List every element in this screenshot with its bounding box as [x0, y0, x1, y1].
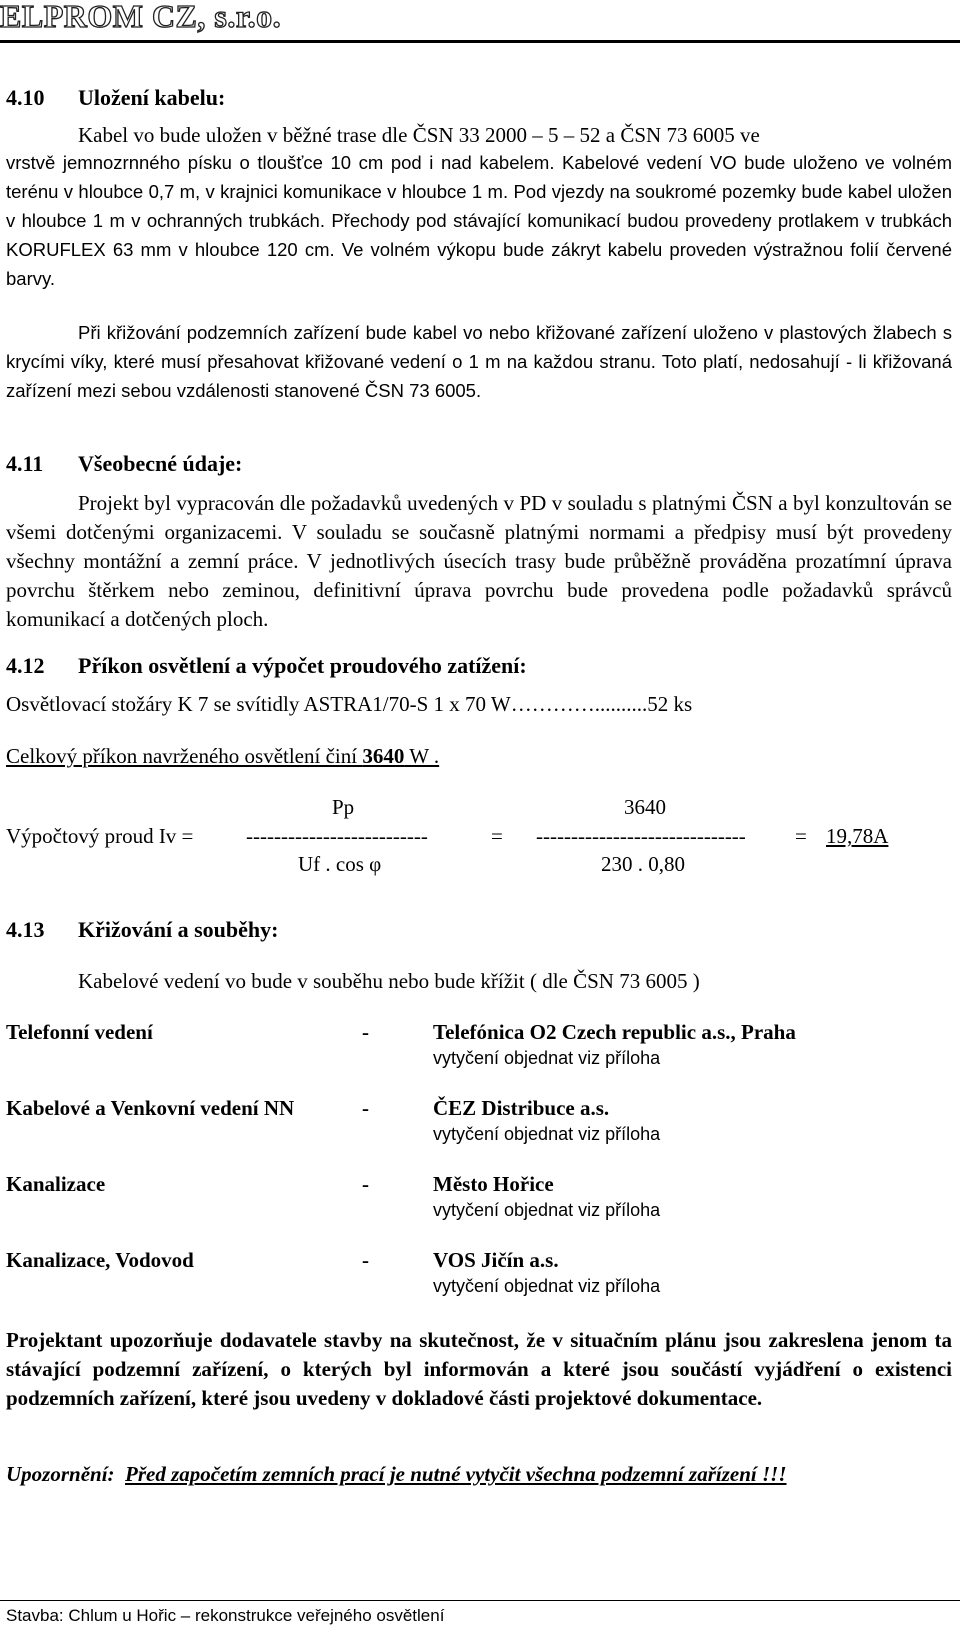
total-power-unit: W . [404, 744, 440, 768]
crossing-organization: Město Hořice [433, 1172, 554, 1196]
paragraph-general: Projekt byl vypracován dle požadavků uvedených v PD v souladu s platnými ČSN a byl konzultován se všemi dotčenými organizacemi. V souladu se současně platnými normami a předpisy musí být provedeny všechny montážní a zemní práce. V jednotlivých úsecích trasy bude průběžně prováděna prozatímní úprava povrchu štěrkem nebo zeminou, definitivní úprava povrchu bude provedena podle požadavků správců komunikací a dotčených ploch. [6, 491, 952, 631]
crossing-label: Telefonní vedení [6, 1020, 153, 1044]
section-heading-4-12 [6, 653, 527, 679]
crossing-organization: Telefónica O2 Czech republic a.s., Praha [433, 1020, 796, 1044]
crossing-intro: Kabelové vedení vo bude v souběhu nebo bude křížit ( dle ČSN 73 6005 ) [78, 969, 700, 993]
header-divider [0, 40, 960, 43]
lighting-item: Osvětlovací stožáry K 7 se svítidly ASTRA1/70-S 1 x 70 W…………..........52 ks [6, 692, 693, 716]
section-number: 4.11 [6, 451, 44, 476]
crossing-dash: - [362, 1020, 369, 1044]
section-number: 4.13 [6, 917, 45, 942]
calc-denominator-2: 230 . 0,80 [601, 852, 685, 876]
crossing-note: vytyčení objednat viz příloha [433, 1048, 661, 1068]
paragraph-crossing: Při křižování podzemních zařízení bude kabel vo nebo křižované zařízení uloženo v plastových žlabech s krycími víky, které musí přesahovat křižované vedení o 1 m na každou stranu. Toto platí, nedosahují - li křižovaná zařízení mezi sebou vzdálenosti stanovené ČSN 73 6005. [6, 322, 952, 401]
warning [6, 1462, 787, 1487]
total-power-value: 3640 [362, 744, 405, 768]
section-number: 4.10 [6, 85, 45, 110]
crossing-note: vytyčení objednat viz příloha [433, 1124, 661, 1144]
crossing-note: vytyčení objednat viz příloha [433, 1200, 661, 1220]
calc-equals-2: = [795, 824, 807, 848]
calc-result: 19,78A [826, 824, 889, 848]
section-title: Křižování a souběhy: [78, 917, 279, 942]
calc-equals-1: = [491, 824, 503, 848]
calc-fraction-line-1: -------------------------- [246, 824, 428, 848]
crossing-dash: - [362, 1248, 369, 1272]
paragraph-first-line: Kabel vo bude uložen v běžné trase dle ČSN 33 2000 – 5 – 52 a ČSN 73 6005 ve [78, 123, 760, 147]
section-number: 4.12 [6, 653, 45, 678]
calc-fraction-line-2: ------------------------------ [536, 824, 746, 848]
warning-label: Upozornění: [6, 1462, 115, 1486]
crossing-label: Kabelové a Venkovní vedení NN [6, 1096, 295, 1120]
crossing-label: Kanalizace [6, 1172, 106, 1196]
section-heading-4-13 [6, 917, 278, 943]
contractor-notice: Projektant upozorňuje dodavatele stavby na skutečnost, že v situačním plánu jsou zakreslena jenom ta stávající podzemní zařízení, o kterých byl informován a které jsou součástí vyjádření o existenci podzemních zařízení, které jsou uvedeny v dokladové části projektové dokumentace. [6, 1328, 952, 1410]
crossing-note: vytyčení objednat viz příloha [433, 1276, 661, 1296]
total-power-text: Celkový příkon navrženého osvětlení činí [6, 744, 363, 768]
crossing-organization: VOS Jičín a.s. [433, 1248, 559, 1272]
warning-text: Před započetím zemních prací je nutné vytyčit všechna podzemní zařízení !!! [125, 1462, 787, 1486]
footer-divider [0, 1600, 960, 1601]
section-heading-4-10 [6, 85, 225, 111]
section-title: Uložení kabelu: [78, 85, 226, 110]
crossing-organization: ČEZ Distribuce a.s. [433, 1096, 610, 1120]
calc-label: Výpočtový proud Iv = [6, 824, 194, 848]
crossing-label: Kanalizace, Vodovod [6, 1248, 194, 1272]
paragraph-cable-laying: vrstvě jemnozrnného písku o tloušťce 10 cm pod i nad kabelem. Kabelové vedení VO bude uloženo ve volném terénu v hloubce 0,7 m, v krajnici komunikace v hloubce 1 m. Pod vjezdy na soukromé pozemky bude kabel uložen v hloubce 1 m v ochranných trubkách. Přechody pod stávající komunikací budou provedeny protlakem v trubkách KORUFLEX 63 mm v hloubce 120 cm. Ve volném výkopu bude zákryt kabelu proveden výstražnou folií červené barvy. [6, 152, 952, 289]
calc-numerator-1: Pp [332, 795, 355, 819]
footer-text: Stavba: Chlum u Hořic – rekonstrukce veřejného osvětlení [6, 1606, 445, 1625]
section-title: Všeobecné údaje: [78, 451, 243, 476]
calc-numerator-2: 3640 [624, 795, 666, 819]
crossing-dash: - [362, 1096, 369, 1120]
crossing-dash: - [362, 1172, 369, 1196]
section-title: Příkon osvětlení a výpočet proudového zatížení: [78, 653, 527, 678]
company-logo: ELPROM CZ, s.r.o. [0, 0, 282, 34]
total-power [6, 744, 439, 769]
section-heading-4-11 [6, 451, 242, 477]
calc-denominator-1: Uf . cos φ [298, 852, 382, 876]
